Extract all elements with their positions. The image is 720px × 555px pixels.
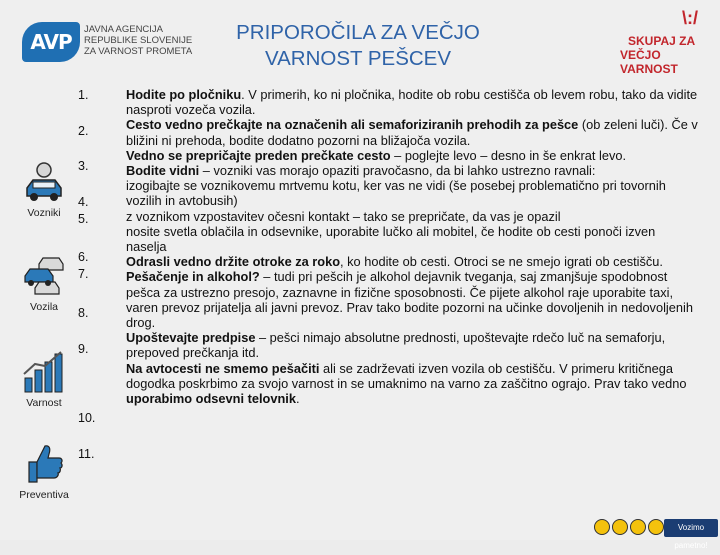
list-item xyxy=(126,163,698,178)
agency-name xyxy=(84,24,192,57)
item-number: 9. xyxy=(78,342,89,356)
item-number: 5. xyxy=(78,212,89,226)
item-number: 8. xyxy=(78,306,89,320)
item-text: – poglejte levo – desno in še enkrat levo. xyxy=(390,147,627,163)
item-number: 3. xyxy=(78,159,89,173)
cars-icon xyxy=(18,252,70,298)
item-text: , ko hodite ob cesti. Otroci se ne smejo igrati ob cestišču. xyxy=(340,254,663,270)
list-item xyxy=(126,361,698,407)
item-text: nosite svetla oblačila in odsevnike, uporabite lučko ali mobitel, če hodite ob cesti ponoči izven naselja xyxy=(126,223,656,255)
smiley-icon xyxy=(594,519,610,535)
logo-line-2: VEČJO VARNOST xyxy=(620,48,678,76)
skupaj-logo xyxy=(612,4,712,74)
sidebar-item-preventiva xyxy=(18,440,70,501)
list-item xyxy=(126,209,698,224)
item-text: . V primerih, ko ni pločnika, hodite ob robu cestišča ob levem robu, tako da vidite nasproti vozeča vozila. xyxy=(126,87,698,118)
title-line-2: VARNOST PEŠCEV xyxy=(264,47,452,70)
item-text: . xyxy=(295,391,300,407)
sidebar-item-vozniki xyxy=(18,158,70,219)
item-text: – tudi pri pešcih je alkohol dejavnik tveganja, saj zmanjšuje spodobnost pešca za ustrezno presojo, zaznavne in fizične sposobnosti. Če pijete alkohol raje uporabite taxi, varen prevoz prijatelja ali javni prevoz. Prav tako bodite pozorni na učinke dovoljenih in nedovoljenih drog. xyxy=(126,269,693,331)
item-bold: uporabimo odsevni telovnik xyxy=(126,391,296,407)
item-bold: Vedno se prepričajte preden prečkate cesto xyxy=(126,147,391,163)
item-text: – pešci nimajo absolutne prednosti, upoštevajte rdečo luč na semaforju, prepoved prečkanja itd. xyxy=(126,330,666,361)
sidebar-label: Preventiva xyxy=(19,489,69,501)
sidebar-item-vozila xyxy=(18,252,70,313)
item-bold: Bodite vidni xyxy=(126,163,200,179)
sidebar-label: Varnost xyxy=(26,397,62,409)
vozimo-pametno-badge: Vozimo pametno! xyxy=(664,519,718,537)
agency-logo xyxy=(22,18,197,68)
sidebar-label: Vozniki xyxy=(27,207,61,219)
logo-line-1: SKUPAJ ZA xyxy=(628,34,696,48)
item-number: 11. xyxy=(78,447,95,461)
title-line-1: PRIPOROČILA ZA VEČJO xyxy=(236,21,480,44)
list-item xyxy=(126,178,698,208)
sidebar-label: Vozila xyxy=(29,301,59,313)
item-number: 10. xyxy=(78,411,96,425)
item-text: – vozniki vas morajo opaziti pravočasno, da bi lahko ustrezno ravnali: xyxy=(199,163,596,179)
list-item xyxy=(126,254,698,269)
list-item xyxy=(126,269,698,330)
bar-chart-icon xyxy=(18,348,70,394)
list-item xyxy=(126,87,698,117)
agency-line: ZA VARNOST PROMETA xyxy=(84,46,193,57)
list-item xyxy=(126,330,698,360)
smiley-icon xyxy=(612,519,628,535)
item-bold: Hodite po pločniku xyxy=(126,87,242,102)
thumbs-up-icon xyxy=(18,440,70,486)
agency-line: JAVNA AGENCIJA xyxy=(84,24,164,35)
item-bold: Pešačenje in alkohol? xyxy=(126,269,260,285)
logo-mark-icon: \:/ xyxy=(682,8,698,28)
avp-badge-icon: AVP xyxy=(22,22,80,62)
car-icon xyxy=(18,158,70,204)
smiley-icon xyxy=(648,519,664,535)
item-text: ali se zadrževati izven vozila ob cestišču. V primeru kritičnega dogodka poskrbimo za svojo varnost in se umaknimo na varno za zaščitno ograjo. Prav tako vedno xyxy=(126,360,687,391)
item-text: (ob zeleni luči). Če v bližini ni prehoda, bodite dodatno pozorni na bližajoča vozila. xyxy=(126,117,698,148)
agency-line: REPUBLIKE SLOVENIJE xyxy=(84,35,193,46)
item-number: 6. xyxy=(78,250,89,264)
page-title xyxy=(198,20,518,72)
smiley-icon xyxy=(630,519,646,535)
item-bold: Upoštevajte predpise xyxy=(126,330,256,346)
item-number: 1. xyxy=(78,88,89,102)
list-item xyxy=(126,117,698,147)
item-text: z voznikom vzpostavitev očesni kontakt – tako se prepričate, da vas je opazil xyxy=(126,208,561,224)
item-number: 4. xyxy=(78,195,89,209)
skupaj-logo-text xyxy=(620,34,712,76)
sidebar-item-varnost xyxy=(18,348,70,409)
item-bold: Cesto vedno prečkajte na označenih ali semaforiziranih prehodih za pešce xyxy=(126,117,579,133)
recommendations-list xyxy=(126,87,698,406)
item-text: izogibajte se voznikovemu mrtvemu kotu, ker vas ne vidi (še posebej problematično pri tovornih vozilih in avtobusih) xyxy=(126,178,666,209)
item-bold: Na avtocesti ne smemo pešačiti xyxy=(126,360,320,376)
item-bold: Odrasli vedno držite otroke za roko xyxy=(126,254,341,270)
item-number: 7. xyxy=(78,267,89,281)
item-number: 2. xyxy=(78,124,89,138)
list-item xyxy=(126,148,698,163)
list-item xyxy=(126,224,698,254)
